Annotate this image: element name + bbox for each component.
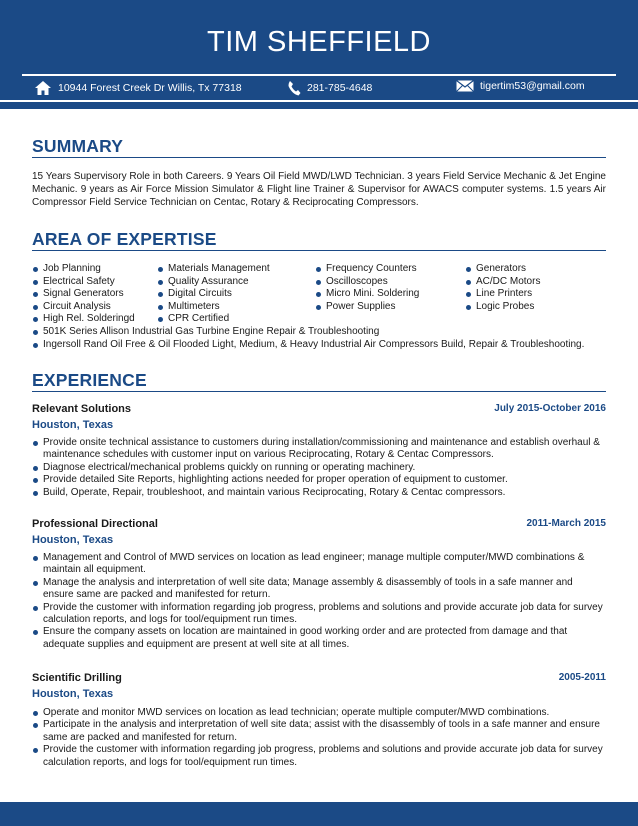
expertise-list: [32, 263, 606, 355]
list-item: Digital Circuits: [157, 288, 270, 301]
expertise-col-4: [465, 263, 540, 313]
list-item: CPR Certified: [157, 313, 270, 326]
list-item: Generators: [465, 263, 540, 276]
job-3-dates: 2005-2011: [558, 672, 606, 683]
list-item: Quality Assurance: [157, 276, 270, 289]
list-item: Ensure the company assets on location are maintained in good working order and are protected from damage and that adequate supplies and equipment are present at well site at all times.: [32, 626, 606, 651]
expertise-rule: [32, 250, 606, 251]
list-item: Diagnose electrical/mechanical problems quickly on running or operating machinery.: [32, 462, 606, 474]
summary-heading: SUMMARY: [32, 136, 124, 156]
job-2-duties: [32, 552, 606, 651]
summary-text: 15 Years Supervisory Role in both Careers. 9 Years Oil Field MWD/LWD Technician. 3 years Field Service Mechanic & Jet Engine Mechanic. 9 years as Air Force Mission Simulator & Flight line Trainer & Supervisor for AWACS computer systems. 1.5 years Air Compressor Field Service Technician on Centac, Rotary & Reciprocating Compressors.: [32, 171, 606, 209]
envelope-icon: [456, 80, 474, 92]
list-item: AC/DC Motors: [465, 276, 540, 289]
footer-bar: [0, 802, 638, 826]
phone-item: [287, 80, 372, 96]
list-item: Oscilloscopes: [315, 276, 419, 289]
experience-heading: EXPERIENCE: [32, 370, 147, 390]
expertise-col-1: [32, 263, 135, 326]
list-item: High Rel. Solderingd: [32, 313, 135, 326]
expertise-col-3: [315, 263, 419, 313]
address-text: 10944 Forest Creek Dr Willis, Tx 77318: [58, 82, 242, 94]
header-divider: [0, 100, 638, 109]
job-3-duties: [32, 707, 606, 769]
list-item: Power Supplies: [315, 301, 419, 314]
header-banner: [0, 0, 638, 109]
list-item: Signal Generators: [32, 288, 135, 301]
list-item: Materials Management: [157, 263, 270, 276]
job-2-company: Professional Directional: [32, 518, 158, 530]
expertise-heading: AREA OF EXPERTISE: [32, 229, 217, 249]
experience-rule: [32, 391, 606, 392]
job-1-dates: July 2015-October 2016: [494, 403, 606, 414]
phone-text: 281-785-4648: [307, 82, 373, 94]
job-1-location: Houston, Texas: [32, 419, 114, 431]
email-text: tigertim53@gmail.com: [480, 80, 585, 92]
job-1-duties: [32, 437, 606, 499]
job-2-location: Houston, Texas: [32, 534, 114, 546]
list-item: Participate in the analysis and interpretation of well site data; assist with the disassembly of tools in a safe manner and ensure same are packed and manifested for return.: [32, 719, 606, 744]
job-3-location: Houston, Texas: [32, 688, 114, 700]
list-item: Frequency Counters: [315, 263, 419, 276]
list-item: Multimeters: [157, 301, 270, 314]
list-item: Job Planning: [32, 263, 135, 276]
list-item: Micro Mini. Soldering: [315, 288, 419, 301]
list-item: Manage the analysis and interpretation of well site data; Manage assembly & disassembly of tools in a safe manner and ensure same are packed and manifested for return.: [32, 577, 606, 602]
list-item: Provide the customer with information regarding job progress, problems and solutions and provide accurate job data for survey calculation reports, and logs for tool/equipment run times.: [32, 602, 606, 627]
email-item: [456, 80, 585, 92]
list-item: Line Printers: [465, 288, 540, 301]
job-2-dates: 2011-March 2015: [526, 518, 606, 529]
list-item: Logic Probes: [465, 301, 540, 314]
summary-rule: [32, 157, 606, 158]
expertise-extra: [32, 326, 584, 351]
list-item: Provide detailed Site Reports, highlighting actions needed for proper operation of equipment to customer.: [32, 474, 606, 486]
list-item: Circuit Analysis: [32, 301, 135, 314]
list-item: Operate and monitor MWD services on location as lead technician; operate multiple computer/MWD combinations.: [32, 707, 606, 719]
list-item: Build, Operate, Repair, troubleshoot, and maintain various Reciprocating, Rotary & Centac compressors.: [32, 487, 606, 499]
list-item: Provide onsite technical assistance to customers during installation/commissioning and maintenance and establish overhaul & maintenance schedules with customer input on various Reciprocating, Rotary & Centac Compressors.: [32, 437, 606, 462]
phone-icon: [287, 80, 301, 96]
list-item: Ingersoll Rand Oil Free & Oil Flooded Light, Medium, & Heavy Industrial Air Compressors Build, Repair & Troubleshooting.: [32, 339, 584, 352]
job-3-company: Scientific Drilling: [32, 672, 122, 684]
list-item: 501K Series Allison Industrial Gas Turbine Engine Repair & Troubleshooting: [32, 326, 584, 339]
list-item: Electrical Safety: [32, 276, 135, 289]
list-item: Provide the customer with information regarding job progress, problems and solutions and provide accurate job data for survey calculation reports, and logs for tool/equipment run times.: [32, 744, 606, 769]
expertise-col-2: [157, 263, 270, 326]
contact-bar: [22, 74, 616, 102]
candidate-name: TIM SHEFFIELD: [206, 26, 431, 58]
home-icon: [34, 80, 52, 96]
address-item: [34, 80, 242, 96]
job-1-company: Relevant Solutions: [32, 403, 132, 415]
list-item: Management and Control of MWD services on location as lead engineer; manage multiple computer/MWD combinations & maintain all equipment.: [32, 552, 606, 577]
